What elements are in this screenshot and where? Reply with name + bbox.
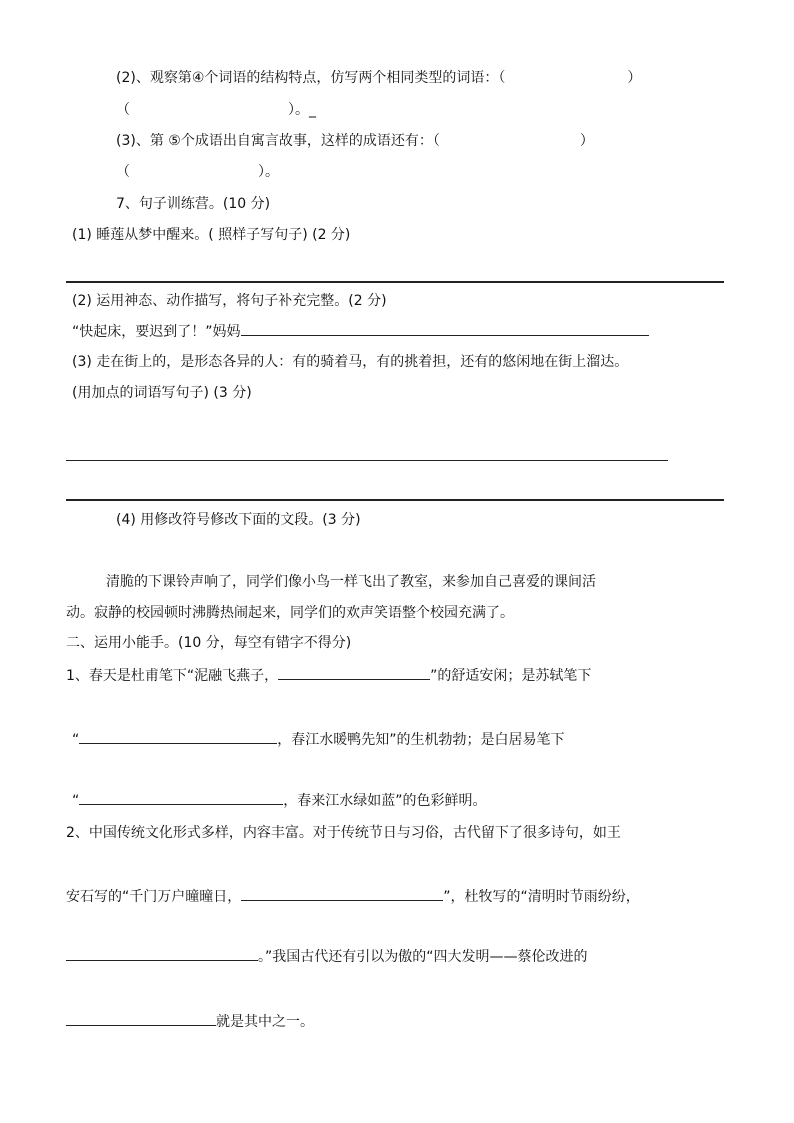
- q6-3-prompt: (3)、第 ⑤个成语出自寓言故事，这样的成语还有：（: [116, 133, 440, 149]
- s2-q2-line4: 就是其中之一。: [66, 1011, 314, 1031]
- q7-sub1: (1) 睡莲从梦中醒来。( 照样子写句子) (2 分): [72, 227, 351, 243]
- q7-sub2: (2) 运用神态、动作描写，将句子补充完整。(2 分): [72, 293, 387, 309]
- q7-title: 7、句子训练营。(10 分): [116, 196, 271, 212]
- q7-sub3-line1: (3) 走在街上的，是形态各异的人：有的骑着马，有的挑着担，还有的悠闲地在街上溜达。: [72, 354, 629, 370]
- answer-blank[interactable]: [241, 321, 649, 336]
- answer-blank[interactable]: [66, 946, 258, 961]
- passage-line2: 动。寂静的校园顿时沸腾热闹起来，同学们的欢声笑语整个校园充满了。: [66, 605, 514, 621]
- passage-line1: 清脆的下课铃声响了，同学们像小鸟一样飞出了教室，来参加自己喜爱的课间活: [106, 574, 596, 590]
- s2-q2-line2: 安石写的“千门万户曈曈日， ”，杜牧写的“清明时节雨纷纷，: [66, 886, 640, 906]
- q7-sub4: (4) 用修改符号修改下面的文段。(3 分): [116, 512, 361, 528]
- q6-2-line1: (2)、观察第④个词语的结构特点，仿写两个相同类型的词语：（ ）: [116, 70, 642, 86]
- answer-blank[interactable]: [79, 790, 283, 805]
- section2-title: 二、运用小能手。(10 分，每空有错字不得分): [66, 635, 352, 651]
- answer-line[interactable]: [66, 281, 724, 283]
- s2-q2-line3: 。”我国古代还有引以为傲的“四大发明——蔡伦改进的: [66, 946, 588, 966]
- q7-sub2-quote: “快起床，要迟到了！”妈妈: [72, 324, 241, 340]
- answer-blank[interactable]: [278, 665, 430, 680]
- q6-3-line1: (3)、第 ⑤个成语出自寓言故事，这样的成语还有：（ ）: [116, 133, 594, 149]
- q6-2-prompt: (2)、观察第④个词语的结构特点，仿写两个相同类型的词语：（: [116, 70, 506, 86]
- q7-sub2-quote-line: [72, 321, 649, 341]
- answer-line[interactable]: [66, 499, 724, 501]
- q6-3-line2: （ ）。: [116, 164, 279, 180]
- answer-line[interactable]: [66, 460, 668, 461]
- s2-q1-line3: “ ，春来江水绿如蓝”的色彩鲜明。: [72, 790, 487, 810]
- q6-2-line2: （ ）。_: [116, 102, 316, 118]
- answer-blank[interactable]: [79, 729, 277, 744]
- answer-blank[interactable]: [241, 886, 443, 901]
- q7-sub3-line2: (用加点的词语写句子) (3 分): [72, 385, 252, 401]
- s2-q1-line1: 1、春天是杜甫笔下“泥融飞燕子， ”的舒适安闲；是苏轼笔下: [66, 665, 591, 685]
- answer-blank[interactable]: [66, 1011, 216, 1026]
- s2-q1-line2: “ ，春江水暖鸭先知”的生机勃勃；是白居易笔下: [72, 729, 565, 749]
- s2-q2-line1: 2、中国传统文化形式多样，内容丰富。对于传统节日与习俗，古代留下了很多诗句，如王: [66, 825, 621, 841]
